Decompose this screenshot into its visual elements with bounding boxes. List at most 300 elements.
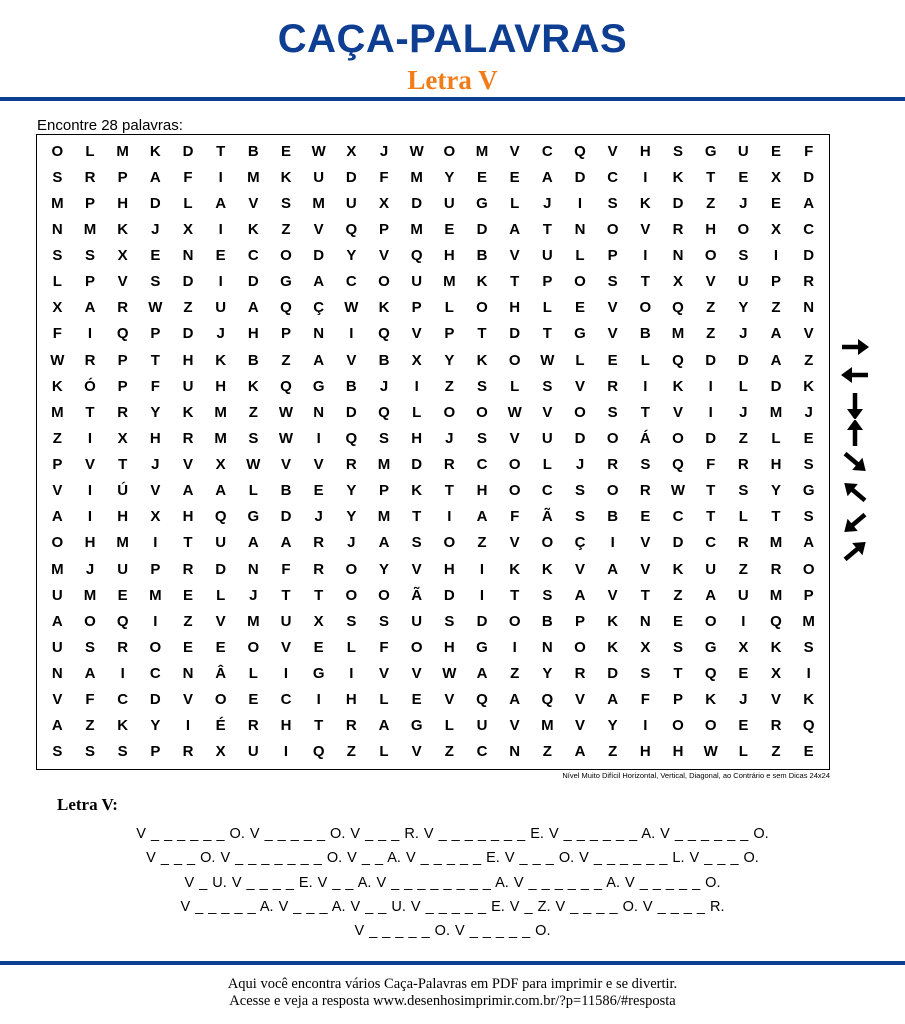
grid-cell[interactable]: V xyxy=(803,325,814,343)
grid-cell[interactable]: Y xyxy=(346,508,357,526)
grid-cell[interactable]: O xyxy=(704,247,717,265)
grid-cell[interactable]: V xyxy=(248,194,259,212)
grid-cell[interactable]: I xyxy=(218,168,223,186)
grid-cell[interactable]: V xyxy=(411,325,422,343)
grid-cell[interactable]: G xyxy=(704,638,717,656)
grid-cell[interactable]: N xyxy=(672,247,684,265)
grid-cell[interactable]: D xyxy=(574,168,586,186)
grid-cell[interactable]: K xyxy=(705,691,717,709)
grid-cell[interactable]: R xyxy=(672,220,684,238)
grid-cell[interactable]: I xyxy=(708,377,713,395)
grid-cell[interactable]: S xyxy=(738,482,749,500)
grid-cell[interactable]: E xyxy=(117,586,128,604)
grid-cell[interactable]: T xyxy=(510,273,520,291)
grid-cell[interactable]: C xyxy=(149,665,161,683)
grid-cell[interactable]: I xyxy=(479,586,485,604)
grid-cell[interactable]: O xyxy=(345,586,358,604)
grid-cell[interactable]: C xyxy=(541,482,553,500)
grid-cell[interactable]: L xyxy=(346,638,356,656)
grid-cell[interactable]: E xyxy=(803,743,814,761)
grid-cell[interactable]: Â xyxy=(215,665,227,683)
grid-cell[interactable]: M xyxy=(51,403,64,421)
grid-cell[interactable]: E xyxy=(444,220,455,238)
grid-cell[interactable]: Z xyxy=(444,743,454,761)
grid-cell[interactable]: E xyxy=(313,482,324,500)
grid-cell[interactable]: T xyxy=(150,351,160,369)
grid-cell[interactable]: P xyxy=(803,586,814,604)
grid-cell[interactable]: N xyxy=(51,220,63,238)
grid-cell[interactable]: Y xyxy=(542,665,553,683)
grid-cell[interactable]: W xyxy=(50,351,65,369)
grid-cell[interactable]: R xyxy=(770,560,782,578)
grid-cell[interactable]: P xyxy=(607,247,618,265)
grid-cell[interactable]: U xyxy=(737,586,749,604)
grid-cell[interactable]: L xyxy=(575,247,585,265)
grid-cell[interactable]: H xyxy=(117,194,129,212)
grid-cell[interactable]: B xyxy=(639,325,651,343)
grid-cell[interactable]: P xyxy=(378,482,389,500)
grid-cell[interactable]: S xyxy=(574,482,585,500)
grid-cell[interactable]: T xyxy=(314,586,324,604)
grid-cell[interactable]: W xyxy=(507,403,522,421)
grid-cell[interactable]: Á xyxy=(639,429,651,447)
grid-cell[interactable]: E xyxy=(476,168,487,186)
grid-cell[interactable]: P xyxy=(542,273,553,291)
grid-cell[interactable]: Z xyxy=(706,325,716,343)
grid-cell[interactable]: C xyxy=(476,743,488,761)
grid-cell[interactable]: S xyxy=(444,612,455,630)
grid-cell[interactable]: R xyxy=(313,534,325,552)
grid-cell[interactable]: H xyxy=(247,325,259,343)
grid-cell[interactable]: Z xyxy=(608,743,618,761)
grid-cell[interactable]: J xyxy=(739,194,748,212)
grid-cell[interactable]: A xyxy=(770,325,782,343)
grid-cell[interactable]: A xyxy=(51,717,63,735)
grid-cell[interactable]: W xyxy=(344,299,359,317)
grid-cell[interactable]: A xyxy=(705,586,717,604)
grid-cell[interactable]: V xyxy=(542,403,553,421)
grid-cell[interactable]: O xyxy=(51,142,64,160)
grid-cell[interactable]: H xyxy=(182,508,194,526)
grid-cell[interactable]: I xyxy=(610,534,615,552)
grid-cell[interactable]: L xyxy=(248,665,258,683)
grid-cell[interactable]: N xyxy=(182,665,194,683)
grid-cell[interactable]: W xyxy=(278,403,294,421)
grid-cell[interactable]: O xyxy=(476,299,488,317)
grid-cell[interactable]: K xyxy=(215,351,227,369)
grid-cell[interactable]: M xyxy=(410,220,423,238)
grid-cell[interactable]: A xyxy=(215,194,227,212)
grid-cell[interactable]: H xyxy=(280,717,292,735)
grid-cell[interactable]: I xyxy=(87,482,93,500)
grid-cell[interactable]: K xyxy=(411,482,423,500)
grid-cell[interactable]: S xyxy=(607,403,618,421)
grid-cell[interactable]: R xyxy=(182,743,194,761)
grid-cell[interactable]: A xyxy=(574,743,586,761)
grid-cell[interactable]: X xyxy=(215,743,226,761)
grid-cell[interactable]: F xyxy=(150,377,160,395)
grid-cell[interactable]: G xyxy=(312,377,325,395)
grid-cell[interactable]: V xyxy=(182,691,193,709)
grid-cell[interactable]: D xyxy=(149,691,161,709)
grid-cell[interactable]: T xyxy=(510,586,520,604)
grid-cell[interactable]: E xyxy=(150,247,161,265)
grid-cell[interactable]: L xyxy=(771,429,781,447)
grid-cell[interactable]: Q xyxy=(116,325,129,343)
grid-cell[interactable]: G xyxy=(410,717,423,735)
grid-cell[interactable]: M xyxy=(475,142,489,160)
grid-cell[interactable]: X xyxy=(640,638,651,656)
grid-cell[interactable]: J xyxy=(314,508,323,526)
grid-cell[interactable]: V xyxy=(509,429,520,447)
grid-cell[interactable]: S xyxy=(378,612,389,630)
grid-cell[interactable]: O xyxy=(149,638,162,656)
grid-cell[interactable]: E xyxy=(182,638,193,656)
grid-cell[interactable]: G xyxy=(704,142,717,160)
grid-cell[interactable]: G xyxy=(476,194,488,212)
grid-cell[interactable]: F xyxy=(52,325,62,343)
grid-cell[interactable]: Ã xyxy=(541,508,553,526)
grid-cell[interactable]: J xyxy=(151,456,160,474)
grid-cell[interactable]: I xyxy=(447,508,452,526)
grid-cell[interactable]: K xyxy=(803,377,815,395)
grid-cell[interactable]: E xyxy=(509,168,520,186)
grid-cell[interactable]: Q xyxy=(704,665,717,683)
grid-cell[interactable]: K xyxy=(607,638,619,656)
grid-cell[interactable]: C xyxy=(280,691,292,709)
grid-cell[interactable]: K xyxy=(51,377,63,395)
grid-cell[interactable]: S xyxy=(738,247,749,265)
grid-cell[interactable]: X xyxy=(378,194,389,212)
grid-cell[interactable]: D xyxy=(443,586,455,604)
grid-cell[interactable]: H xyxy=(509,299,521,317)
grid-cell[interactable]: L xyxy=(52,273,62,291)
grid-cell[interactable]: N xyxy=(182,247,194,265)
grid-cell[interactable]: T xyxy=(118,456,128,474)
grid-cell[interactable]: O xyxy=(508,351,521,369)
grid-cell[interactable]: Z xyxy=(706,299,716,317)
grid-cell[interactable]: D xyxy=(182,273,194,291)
grid-cell[interactable]: P xyxy=(117,377,128,395)
grid-cell[interactable]: D xyxy=(737,351,749,369)
grid-cell[interactable]: V xyxy=(640,534,651,552)
grid-cell[interactable]: Z xyxy=(542,743,552,761)
grid-cell[interactable]: E xyxy=(280,142,291,160)
grid-cell[interactable]: O xyxy=(574,403,586,421)
grid-cell[interactable]: K xyxy=(149,142,161,160)
grid-cell[interactable]: T xyxy=(314,717,324,735)
grid-cell[interactable]: Z xyxy=(183,612,193,630)
grid-cell[interactable]: V xyxy=(182,456,193,474)
grid-cell[interactable]: V xyxy=(411,560,422,578)
grid-cell[interactable]: R xyxy=(574,665,586,683)
grid-cell[interactable]: U xyxy=(51,638,63,656)
grid-cell[interactable]: V xyxy=(444,691,455,709)
grid-cell[interactable]: Z xyxy=(738,560,748,578)
grid-cell[interactable]: F xyxy=(510,508,520,526)
grid-cell[interactable]: Z xyxy=(771,743,781,761)
grid-cell[interactable]: Y xyxy=(770,482,781,500)
grid-cell[interactable]: O xyxy=(443,534,456,552)
grid-cell[interactable]: G xyxy=(574,325,586,343)
grid-cell[interactable]: B xyxy=(345,377,357,395)
grid-cell[interactable]: K xyxy=(541,560,553,578)
grid-cell[interactable]: V xyxy=(509,717,520,735)
grid-cell[interactable]: D xyxy=(509,325,521,343)
grid-cell[interactable]: L xyxy=(738,377,748,395)
grid-cell[interactable]: B xyxy=(476,247,488,265)
grid-cell[interactable]: I xyxy=(773,247,779,265)
grid-cell[interactable]: É xyxy=(215,717,226,735)
grid-cell[interactable]: G xyxy=(280,273,292,291)
grid-cell[interactable]: A xyxy=(247,299,259,317)
grid-cell[interactable]: Y xyxy=(607,717,618,735)
grid-cell[interactable]: H xyxy=(345,691,357,709)
grid-cell[interactable]: V xyxy=(52,691,63,709)
grid-cell[interactable]: E xyxy=(215,638,226,656)
grid-cell[interactable]: P xyxy=(84,194,95,212)
grid-cell[interactable]: I xyxy=(120,665,125,683)
grid-cell[interactable]: A xyxy=(149,168,161,186)
grid-cell[interactable]: K xyxy=(672,560,684,578)
grid-cell[interactable]: L xyxy=(738,743,748,761)
grid-cell[interactable]: V xyxy=(509,142,520,160)
grid-cell[interactable]: R xyxy=(117,299,129,317)
grid-cell[interactable]: T xyxy=(412,508,422,526)
grid-cell[interactable]: K xyxy=(607,612,619,630)
grid-cell[interactable]: I xyxy=(643,168,648,186)
grid-cell[interactable]: Ó xyxy=(84,377,96,395)
grid-cell[interactable]: T xyxy=(673,665,683,683)
grid-cell[interactable]: O xyxy=(247,638,260,656)
grid-cell[interactable]: S xyxy=(476,429,487,447)
grid-cell[interactable]: N xyxy=(541,638,553,656)
grid-cell[interactable]: I xyxy=(87,429,93,447)
grid-cell[interactable]: M xyxy=(83,220,97,238)
grid-cell[interactable]: R xyxy=(737,456,749,474)
grid-cell[interactable]: K xyxy=(770,638,782,656)
grid-cell[interactable]: V xyxy=(607,586,618,604)
grid-cell[interactable]: R xyxy=(182,560,194,578)
grid-cell[interactable]: O xyxy=(508,482,521,500)
grid-cell[interactable]: V xyxy=(280,638,291,656)
grid-cell[interactable]: X xyxy=(411,351,422,369)
grid-cell[interactable]: P xyxy=(117,168,128,186)
grid-cell[interactable]: W xyxy=(670,482,686,500)
grid-cell[interactable]: O xyxy=(574,638,586,656)
grid-cell[interactable]: X xyxy=(117,429,128,447)
grid-cell[interactable]: V xyxy=(84,456,95,474)
grid-cell[interactable]: H xyxy=(476,482,488,500)
grid-cell[interactable]: Z xyxy=(771,299,781,317)
grid-cell[interactable]: Q xyxy=(802,717,815,735)
grid-cell[interactable]: N xyxy=(313,403,325,421)
grid-cell[interactable]: H xyxy=(411,429,423,447)
grid-cell[interactable]: B xyxy=(247,351,259,369)
grid-cell[interactable]: O xyxy=(606,220,619,238)
grid-cell[interactable]: I xyxy=(708,403,713,421)
grid-cell[interactable]: T xyxy=(183,534,193,552)
grid-cell[interactable]: N xyxy=(509,743,521,761)
grid-cell[interactable]: O xyxy=(672,717,684,735)
grid-cell[interactable]: X xyxy=(182,220,193,238)
grid-cell[interactable]: O xyxy=(802,560,815,578)
grid-cell[interactable]: H xyxy=(639,743,651,761)
grid-cell[interactable]: Q xyxy=(672,456,684,474)
grid-cell[interactable]: L xyxy=(542,456,552,474)
grid-cell[interactable]: D xyxy=(705,351,717,369)
grid-cell[interactable]: A xyxy=(84,299,96,317)
grid-cell[interactable]: L xyxy=(85,142,95,160)
grid-cell[interactable]: U xyxy=(737,142,749,160)
grid-cell[interactable]: A xyxy=(607,691,619,709)
grid-cell[interactable]: J xyxy=(249,586,258,604)
grid-cell[interactable]: S xyxy=(84,638,95,656)
grid-cell[interactable]: O xyxy=(345,560,358,578)
grid-cell[interactable]: K xyxy=(247,220,259,238)
grid-cell[interactable]: I xyxy=(512,638,517,656)
grid-cell[interactable]: I xyxy=(349,325,354,343)
grid-cell[interactable]: D xyxy=(607,665,619,683)
grid-cell[interactable]: Z xyxy=(444,377,454,395)
grid-cell[interactable]: M xyxy=(312,194,325,212)
grid-cell[interactable]: I xyxy=(153,612,158,630)
grid-cell[interactable]: Ç xyxy=(313,299,325,317)
grid-cell[interactable]: U xyxy=(737,273,749,291)
grid-cell[interactable]: V xyxy=(280,456,291,474)
grid-cell[interactable]: S xyxy=(803,456,814,474)
grid-cell[interactable]: R xyxy=(84,168,96,186)
grid-cell[interactable]: G xyxy=(312,665,325,683)
grid-cell[interactable]: R xyxy=(639,482,651,500)
grid-cell[interactable]: K xyxy=(247,377,259,395)
grid-cell[interactable]: A xyxy=(247,534,259,552)
grid-cell[interactable]: M xyxy=(116,142,129,160)
grid-cell[interactable]: A xyxy=(280,534,292,552)
grid-cell[interactable]: K xyxy=(672,377,684,395)
grid-cell[interactable]: M xyxy=(51,194,64,212)
grid-cell[interactable]: P xyxy=(84,273,95,291)
grid-cell[interactable]: W xyxy=(311,142,326,160)
grid-cell[interactable]: M xyxy=(443,273,456,291)
grid-cell[interactable]: S xyxy=(640,665,651,683)
grid-cell[interactable]: M xyxy=(247,168,260,186)
grid-cell[interactable]: R xyxy=(345,456,357,474)
grid-cell[interactable]: Q xyxy=(345,429,358,447)
grid-cell[interactable]: D xyxy=(803,247,815,265)
grid-cell[interactable]: D xyxy=(182,325,194,343)
grid-cell[interactable]: E xyxy=(411,691,422,709)
grid-cell[interactable]: R xyxy=(247,717,259,735)
grid-cell[interactable]: M xyxy=(247,612,260,630)
grid-cell[interactable]: I xyxy=(741,612,746,630)
grid-cell[interactable]: M xyxy=(214,429,227,447)
grid-cell[interactable]: D xyxy=(476,612,488,630)
grid-cell[interactable]: I xyxy=(349,665,354,683)
grid-cell[interactable]: Y xyxy=(444,351,455,369)
grid-cell[interactable]: S xyxy=(672,638,683,656)
grid-cell[interactable]: T xyxy=(542,220,552,238)
grid-cell[interactable]: S xyxy=(640,456,651,474)
grid-cell[interactable]: X xyxy=(346,142,357,160)
grid-cell[interactable]: K xyxy=(117,717,129,735)
grid-cell[interactable]: P xyxy=(150,560,161,578)
grid-cell[interactable]: C xyxy=(117,691,129,709)
grid-cell[interactable]: G xyxy=(476,638,488,656)
grid-cell[interactable]: W xyxy=(278,429,294,447)
grid-cell[interactable]: O xyxy=(574,273,586,291)
grid-cell[interactable]: K xyxy=(672,168,684,186)
grid-cell[interactable]: H xyxy=(672,743,684,761)
grid-cell[interactable]: T xyxy=(706,482,716,500)
grid-cell[interactable]: S xyxy=(476,377,487,395)
grid-cell[interactable]: M xyxy=(377,508,391,526)
grid-cell[interactable]: I xyxy=(218,220,223,238)
grid-cell[interactable]: T xyxy=(771,508,781,526)
grid-cell[interactable]: Ú xyxy=(117,482,129,500)
grid-cell[interactable]: S xyxy=(803,508,814,526)
grid-cell[interactable]: L xyxy=(248,482,258,500)
grid-cell[interactable]: R xyxy=(803,273,815,291)
grid-cell[interactable]: T xyxy=(706,168,716,186)
grid-cell[interactable]: D xyxy=(476,220,488,238)
grid-cell[interactable]: D xyxy=(672,534,684,552)
grid-cell[interactable]: Ç xyxy=(574,534,586,552)
grid-cell[interactable]: S xyxy=(84,247,95,265)
grid-cell[interactable]: I xyxy=(283,743,289,761)
grid-cell[interactable]: P xyxy=(672,691,683,709)
grid-cell[interactable]: M xyxy=(149,586,162,604)
grid-cell[interactable]: V xyxy=(313,456,324,474)
grid-cell[interactable]: U xyxy=(541,429,553,447)
grid-cell[interactable]: Q xyxy=(280,377,292,395)
grid-cell[interactable]: A xyxy=(509,691,521,709)
grid-cell[interactable]: P xyxy=(150,743,161,761)
grid-cell[interactable]: N xyxy=(803,299,815,317)
grid-cell[interactable]: P xyxy=(117,351,128,369)
grid-cell[interactable]: S xyxy=(84,743,95,761)
grid-cell[interactable]: U xyxy=(51,586,63,604)
grid-cell[interactable]: B xyxy=(247,142,259,160)
grid-cell[interactable]: Y xyxy=(444,168,455,186)
grid-cell[interactable]: L xyxy=(183,194,193,212)
grid-cell[interactable]: T xyxy=(706,508,716,526)
grid-cell[interactable]: I xyxy=(153,534,158,552)
grid-cell[interactable]: E xyxy=(574,299,585,317)
grid-cell[interactable]: Z xyxy=(706,194,716,212)
grid-cell[interactable]: D xyxy=(411,456,423,474)
grid-cell[interactable]: L xyxy=(510,377,520,395)
grid-cell[interactable]: J xyxy=(445,429,454,447)
grid-cell[interactable]: M xyxy=(671,325,685,343)
grid-cell[interactable]: H xyxy=(639,142,651,160)
grid-cell[interactable]: B xyxy=(280,482,292,500)
grid-cell[interactable]: Z xyxy=(804,351,814,369)
grid-cell[interactable]: K xyxy=(803,691,815,709)
grid-cell[interactable]: E xyxy=(738,717,749,735)
grid-cell[interactable]: S xyxy=(52,743,63,761)
grid-cell[interactable]: Q xyxy=(476,691,488,709)
grid-cell[interactable]: Q xyxy=(410,247,423,265)
grid-cell[interactable]: I xyxy=(806,665,811,683)
grid-cell[interactable]: N xyxy=(247,560,259,578)
grid-cell[interactable]: H xyxy=(117,508,129,526)
grid-cell[interactable]: Z xyxy=(52,429,62,447)
grid-cell[interactable]: V xyxy=(574,691,585,709)
grid-cell[interactable]: C xyxy=(803,220,815,238)
grid-cell[interactable]: Q xyxy=(541,691,554,709)
grid-cell[interactable]: X xyxy=(313,612,324,630)
